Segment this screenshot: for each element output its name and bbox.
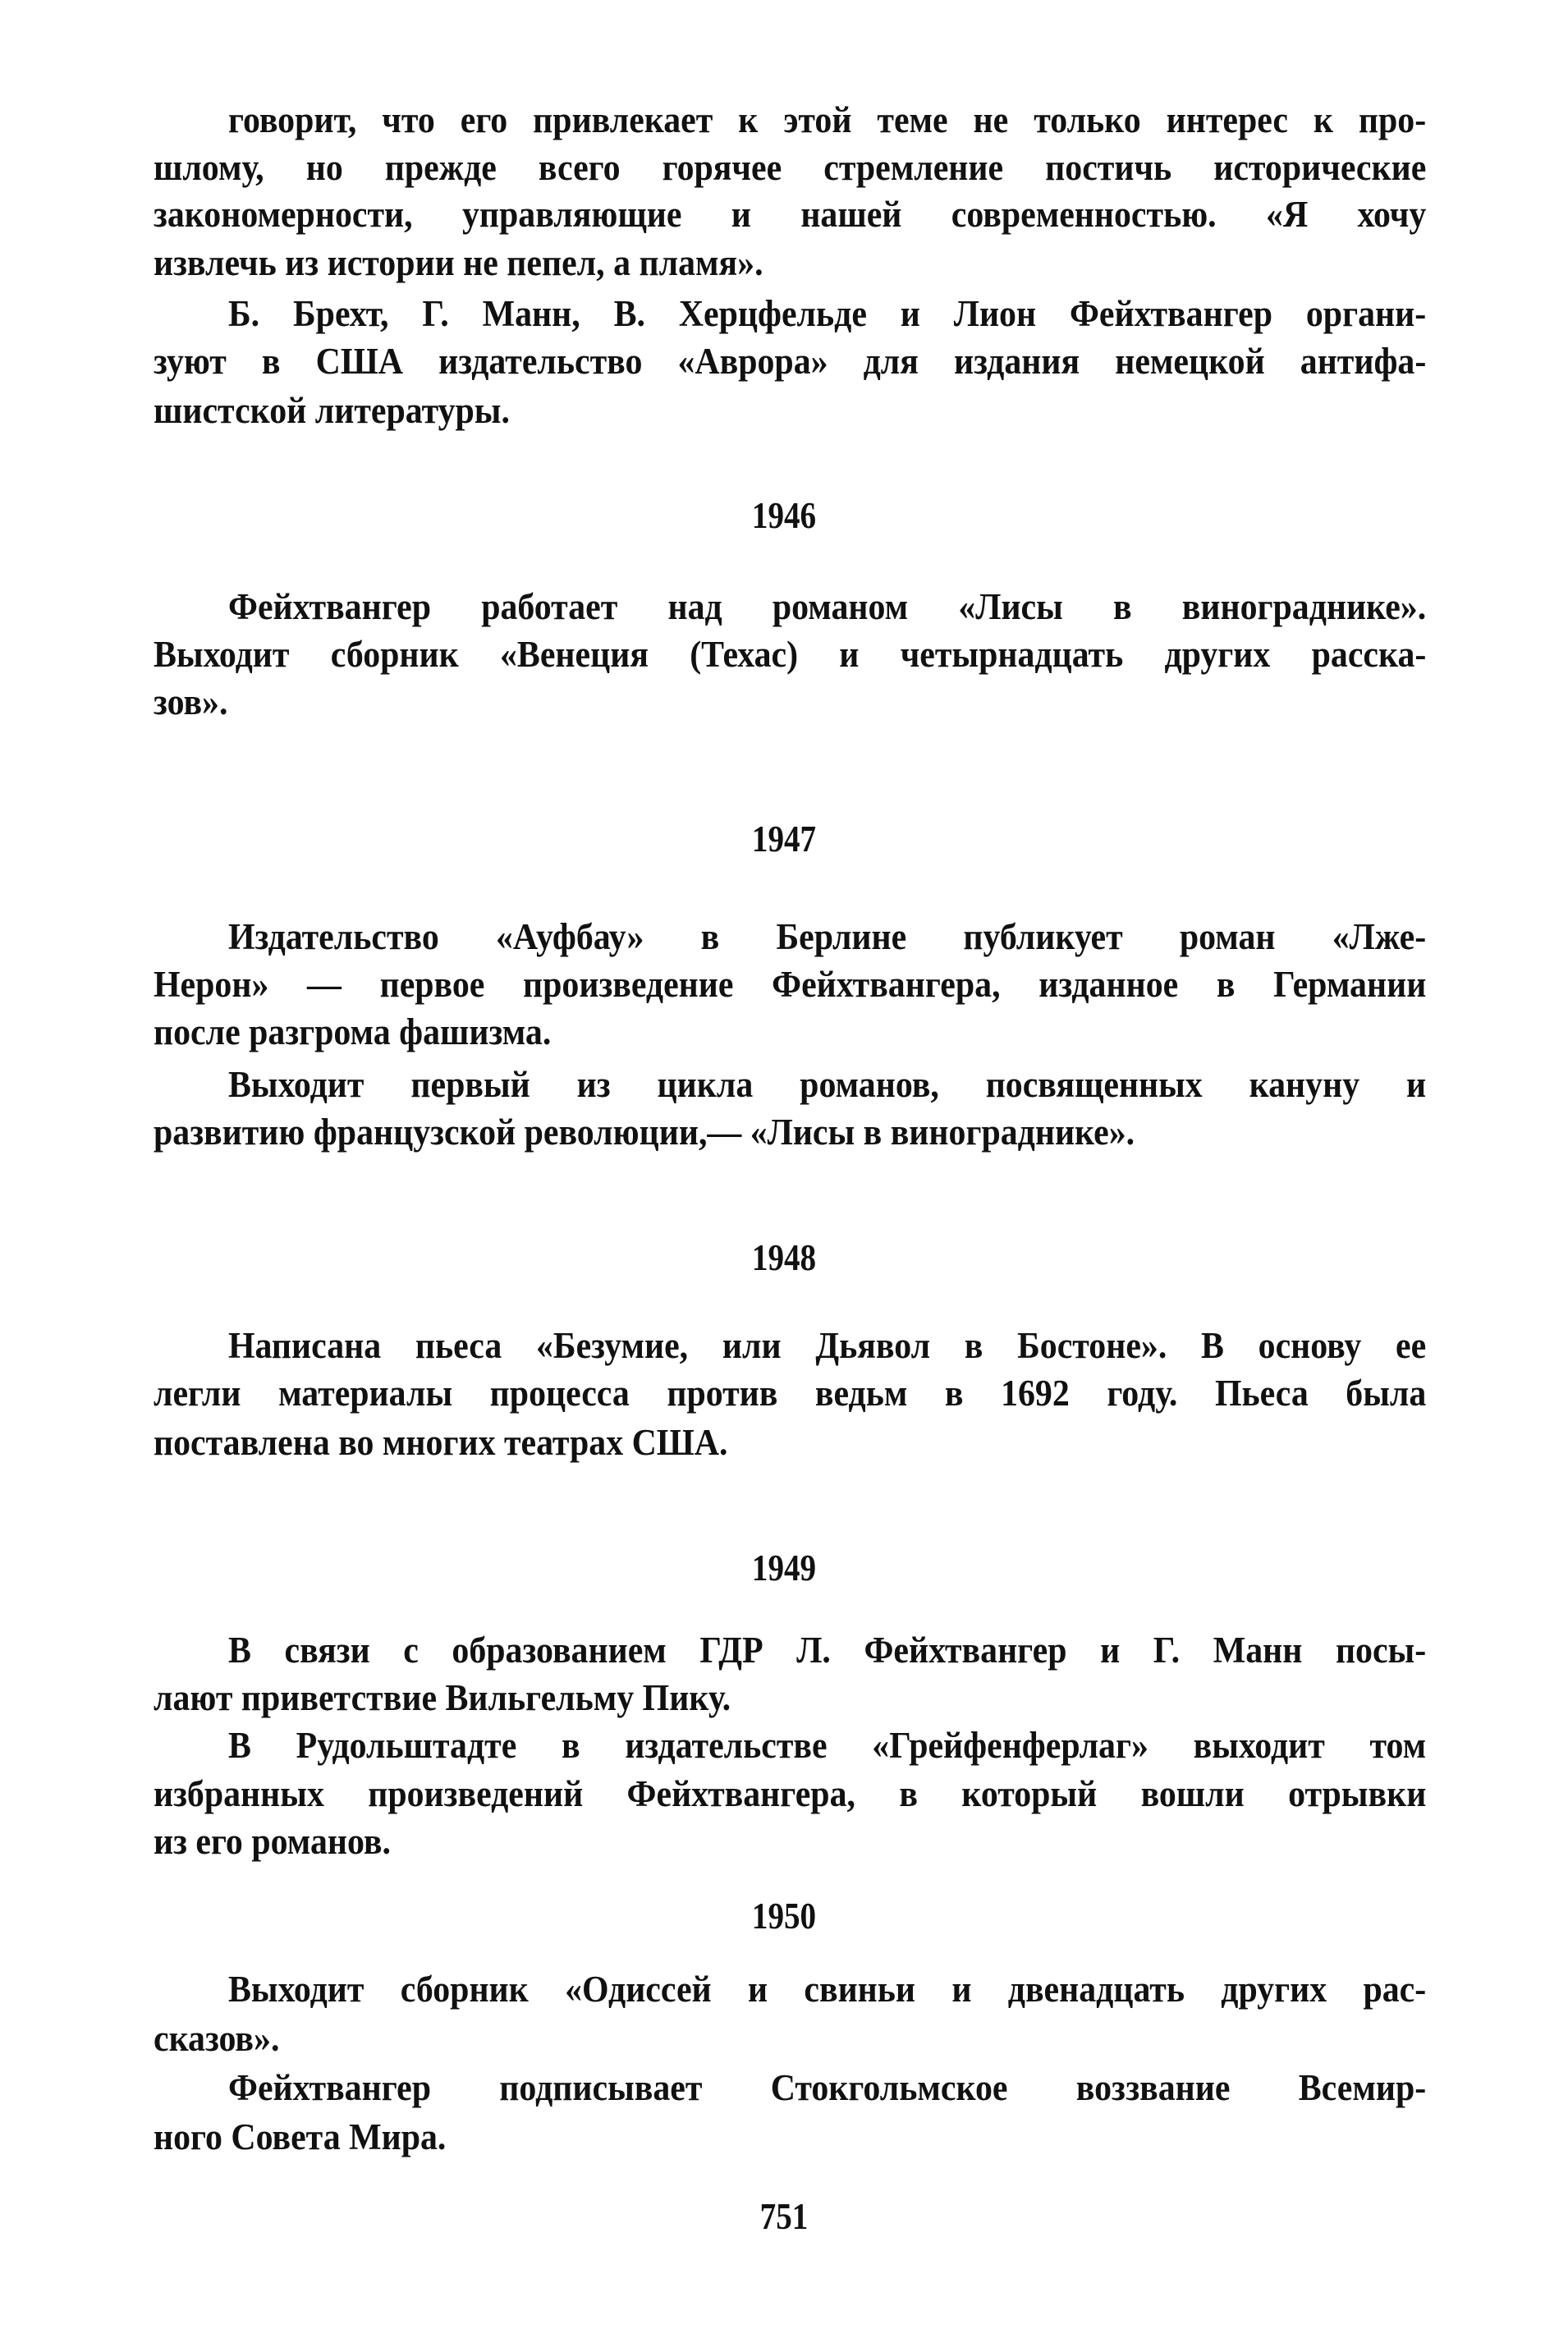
- section-paragraph-line: Фейхтвангер работает над романом «Лисы в винограднике».: [228, 586, 1427, 627]
- section-paragraph-line: Выходит сборник «Венеция (Техас) и четырнадцать других расска-: [154, 634, 1427, 675]
- section-paragraph-line: поставлена во многих театрах США.: [154, 1422, 728, 1463]
- year-heading: 1946: [751, 494, 817, 536]
- section-paragraph-line: легли материалы процесса против ведьм в 1692 году. Пьеса была: [154, 1373, 1427, 1414]
- section-paragraph-line: лают приветствие Вильгельму Пику.: [154, 1677, 731, 1718]
- section-paragraph-line: развитию французской революции,— «Лисы в винограднике».: [154, 1112, 1135, 1153]
- intro-paragraph-line: извлечь из истории не пепел, а пламя».: [154, 242, 763, 283]
- section-paragraph-line: Фейхтвангер подписывает Стокгольмское воззвание Всемир-: [228, 2067, 1427, 2108]
- section-paragraph-line: Написана пьеса «Безумие, или Дьявол в Бостоне». В основу ее: [228, 1325, 1427, 1366]
- section-paragraph-line: избранных произведений Фейхтвангера, в который вошли отрывки: [154, 1773, 1427, 1814]
- year-heading: 1947: [751, 818, 817, 860]
- section-paragraph-line: В связи с образованием ГДР Л. Фейхтвангер и Г. Манн посы-: [228, 1630, 1427, 1671]
- year-heading: 1950: [751, 1895, 817, 1937]
- section-paragraph-line: Нерон» — первое произведение Фейхтвангера, изданное в Германии: [154, 964, 1427, 1005]
- year-heading: 1949: [751, 1547, 817, 1589]
- section-paragraph-line: Издательство «Ауфбау» в Берлине публикует роман «Лже-: [228, 916, 1427, 957]
- section-paragraph-line: сказов».: [154, 2018, 280, 2059]
- intro-paragraph-line: Б. Брехт, Г. Манн, В. Херцфельде и Лион Фейхтвангер органи-: [228, 293, 1427, 334]
- intro-paragraph-line: шистской литературы.: [154, 390, 510, 431]
- intro-paragraph-line: шлому, но прежде всего горячее стремление постичь исторические: [154, 147, 1427, 188]
- section-paragraph-line: из его романов.: [154, 1821, 391, 1862]
- intro-paragraph-line: говорит, что его привлекает к этой теме не только интерес к про-: [228, 99, 1427, 140]
- intro-paragraph-line: зуют в США издательство «Аврора» для издания немецкой антифа-: [154, 341, 1427, 382]
- section-paragraph-line: после разгрома фашизма.: [154, 1011, 552, 1052]
- section-paragraph-line: Выходит сборник «Одиссей и свиньи и двенадцать других рас-: [228, 1969, 1427, 2010]
- section-paragraph-line: зов».: [154, 681, 228, 722]
- intro-paragraph-line: закономерности, управляющие и нашей современностью. «Я хочу: [154, 194, 1427, 235]
- section-paragraph-line: Выходит первый из цикла романов, посвященных кануну и: [228, 1064, 1427, 1105]
- section-paragraph-line: ного Совета Мира.: [154, 2116, 447, 2157]
- year-heading: 1948: [751, 1236, 817, 1278]
- page-number: 751: [759, 2195, 809, 2237]
- section-paragraph-line: В Рудольштадте в издательстве «Грейфенферлаг» выходит том: [228, 1725, 1427, 1766]
